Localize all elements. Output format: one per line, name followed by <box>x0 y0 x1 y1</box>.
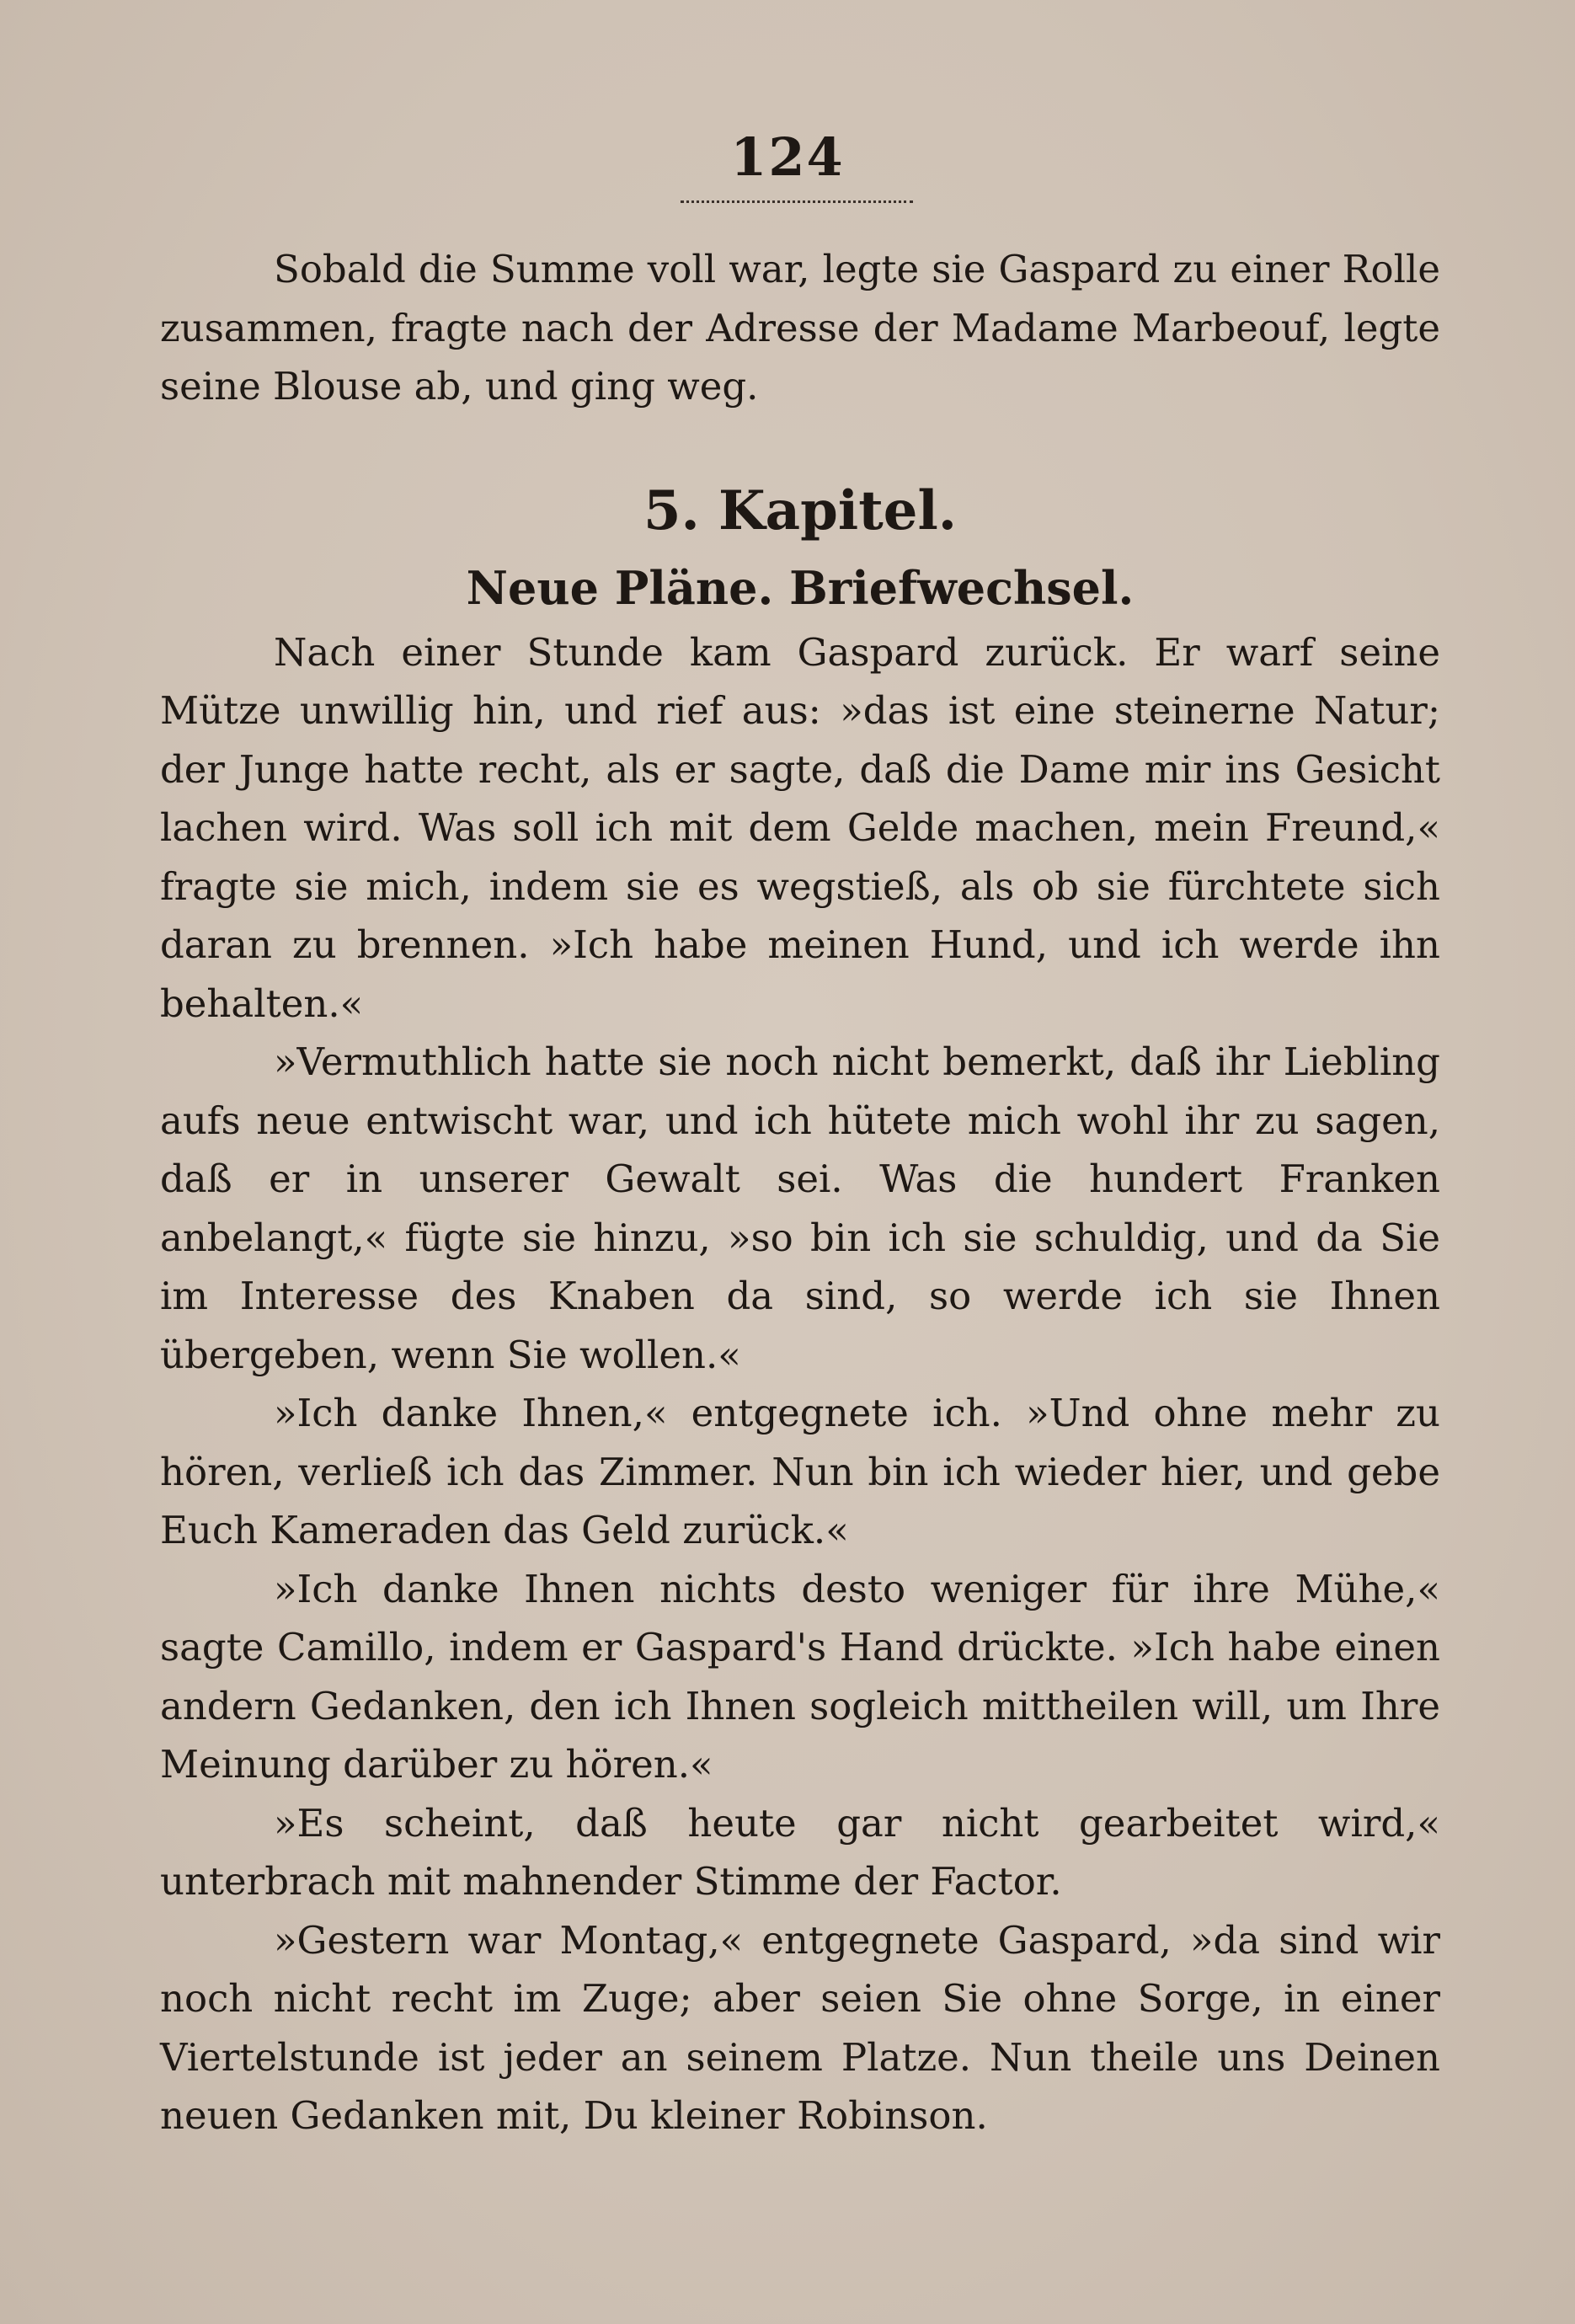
chapter-subtitle: Neue Pläne. Briefwechsel. <box>466 560 1135 615</box>
text-block <box>160 240 1440 2145</box>
paragraph: »Gestern war Montag,« entgegnete Gaspard, »da sind wir noch nicht recht im Zuge; aber seien Sie ohne Sorge, in einer Viertelstunde ist jeder an seinem Platze. Nun theile uns Deinen neuen Gedanken mit, Du kleiner Robinson. <box>160 1917 1440 2138</box>
opening-paragraph: Sobald die Summe voll war, legte sie Gaspard zu einer Rolle zusammen, fragte nach der Adresse der Madame Marbeouf, legte seine Blouse ab, und ging weg. <box>160 247 1440 409</box>
chapter-title: 5. Kapitel. <box>643 478 958 542</box>
paragraph: »Ich danke Ihnen nichts desto weniger für ihre Mühe,« sagte Camillo, indem er Gaspard's Hand drückte. »Ich habe einen andern Gedanken, den ich Ihnen sogleich mittheilen will, um Ihre Meinung darüber zu hören.« <box>160 1566 1440 1787</box>
paragraph: Nach einer Stunde kam Gaspard zurück. Er warf seine Mütze unwillig hin, und rief aus: »das ist eine steinerne Natur; der Junge hatte recht, als er sagte, daß die Dame mir ins Gesicht lachen wird. Was soll ich mit dem Gelde machen, mein Freund,« fragte sie mich, indem sie es wegstieß, als ob sie fürchtete sich daran zu brennen. »Ich habe meinen Hund, und ich werde ihn behalten.« <box>160 629 1440 1026</box>
header-divider <box>681 200 913 203</box>
page-number: 124 <box>730 126 845 188</box>
paragraph: »Vermuthlich hatte sie noch nicht bemerkt, daß ihr Liebling aufs neue entwischt war, und ich hütete mich wohl ihr zu sagen, daß er in unserer Gewalt sei. Was die hundert Franken anbelangt,« fügte sie hinzu, »so bin ich sie schuldig, und da Sie im Interesse des Knaben da sind, so werde ich sie Ihnen übergeben, wenn Sie wollen.« <box>160 1039 1440 1377</box>
paragraph: »Es scheint, daß heute gar nicht gearbeitet wird,« unterbrach mit mahnender Stimme der Factor. <box>160 1800 1440 1904</box>
paragraph: »Ich danke Ihnen,« entgegnete ich. »Und ohne mehr zu hören, verließ ich das Zimmer. Nun bin ich wieder hier, und gebe Euch Kameraden das Geld zurück.« <box>160 1391 1440 1552</box>
